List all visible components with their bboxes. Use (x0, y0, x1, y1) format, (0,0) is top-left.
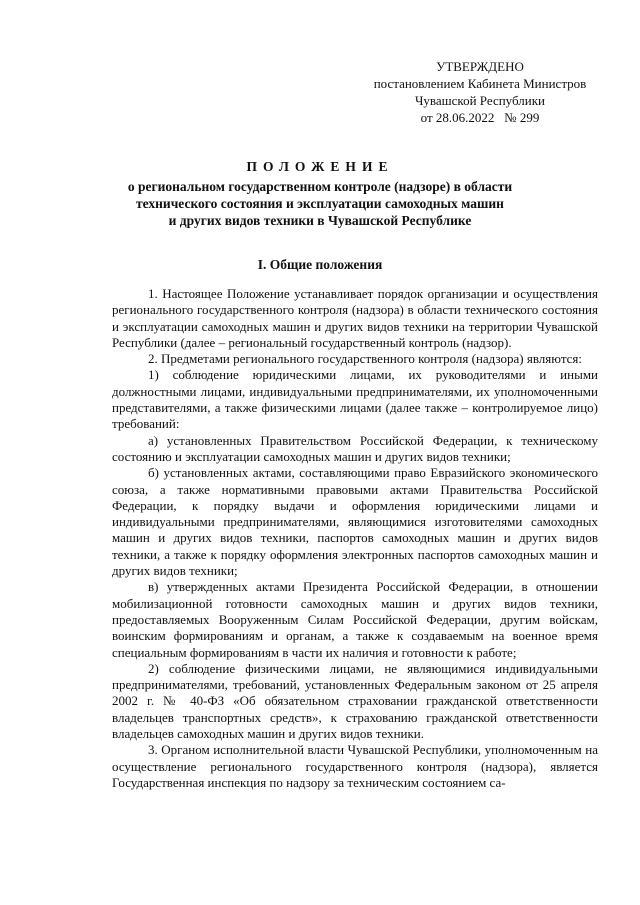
approval-date-number: от 28.06.2022 № 299 (420, 110, 540, 125)
paragraph: 1. Настоящее Положение устанавливает порядок организации и осуществления регионального государственного контроля (надзора) в области технического состояния и эксплуатации самоходных машин и других видов техники на территории Чувашской Республики (далее – региональный государственный контроль (надзор). (112, 286, 598, 350)
body-text (112, 286, 598, 791)
title-line: о региональном государственном контроле (надзоре) в области (127, 179, 513, 194)
paragraph: 1) соблюдение юридическими лицами, их руководителями и иными должностными лицами, индивидуальными предпринимателями, их уполномоченными представителями, а также физическими лицами (далее также – контролируемое лицо) требований: (112, 367, 598, 432)
section-heading: I. Общие положения (257, 257, 383, 272)
document-title (80, 158, 560, 229)
paragraph: б) установленных актами, составляющими право Евразийского экономического союза, а также нормативными правовыми актами Правительства Российской Федерации, к порядку выдачи и оформления юридическими лицами и индивидуальными предпринимателями, являющимися изготовителями самоходных машин и других видов техники, паспортов самоходных машин и других видов техники, а также к порядку оформления электронных паспортов самоходных машин и других видов техники; (112, 465, 598, 579)
approval-issuer: постановлением Кабинета Министров (373, 76, 587, 91)
approval-region: Чувашской Республики (414, 93, 546, 108)
paragraph: 3. Органом исполнительной власти Чувашской Республики, уполномоченным на осуществление регионального государственного контроля (надзора), является Государственная инспекция по надзору за техническим состоянием са- (112, 742, 598, 790)
title-line: технического состояния и эксплуатации самоходных машин (136, 196, 504, 211)
title-word: ПОЛОЖЕНИЕ (246, 159, 394, 174)
paragraph: в) утвержденных актами Президента Российской Федерации, в отношении мобилизационной готовности самоходных машин и других видов техники, предоставляемых Вооруженным Силам Российской Федерации, другим войскам, воинским формированиям и органам, а также к создаваемым на военное время специальным формированиям в части их наличия и готовности к работе; (112, 579, 598, 660)
approval-heading: УТВЕРЖДЕНО (436, 59, 524, 74)
paragraph: 2) соблюдение физическими лицами, не являющимися индивидуальными предпринимателями, требований, установленных Федеральным законом от 25 апреля 2002 г. № 40-ФЗ «Об обязательном страховании гражданской ответственности владельцев транспортных средств», к страхованию гражданской ответственности владельцев самоходных машин и других видов техники. (112, 660, 598, 742)
paragraph: 2. Предметами регионального государственного контроля (надзора) являются: (148, 351, 583, 367)
title-line: и других видов техники в Чувашской Республике (168, 213, 472, 228)
paragraph: а) установленных Правительством Российской Федерации, к техническому состоянию и эксплуатации самоходных машин и других видов техники; (112, 432, 598, 464)
approval-stamp (360, 58, 600, 126)
